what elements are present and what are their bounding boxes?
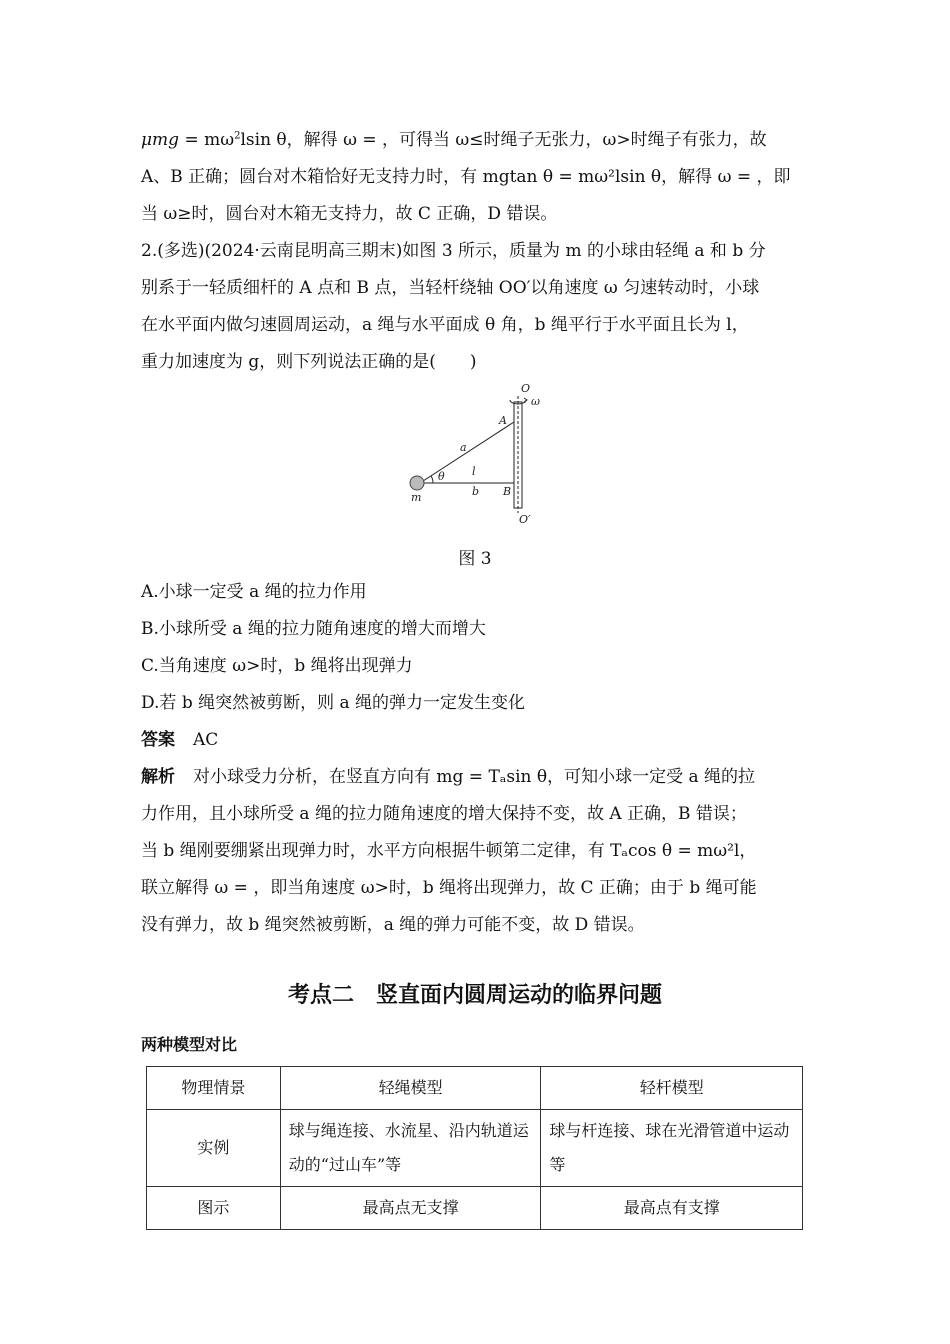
document-body xyxy=(141,122,809,381)
answer-label: 答案 xyxy=(141,730,175,750)
option-a: A.小球一定受 a 绳的拉力作用 xyxy=(141,582,367,602)
label-O-prime: O′ xyxy=(519,513,531,526)
figure-caption: 图 3 xyxy=(458,549,492,569)
rotation-axis xyxy=(510,396,527,513)
theta-arc xyxy=(431,476,433,483)
label-B: B xyxy=(503,485,512,498)
option-d: D.若 b 绳突然被剪断，则 a 绳的弹力一定发生变化 xyxy=(141,693,526,713)
answer-value: AC xyxy=(193,730,219,750)
model-comparison-table xyxy=(146,1066,803,1230)
section-title: 考点二 竖直面内圆周运动的临界问题 xyxy=(287,983,662,1008)
table-cell: 最高点有支撑 xyxy=(541,1187,803,1230)
analysis-line-1: 解析 对小球受力分析，在竖直方向有 mg = Tₐsin θ，可知小球一定受 a 绳的拉 xyxy=(141,767,756,787)
question-line-2: 别系于一轻质细杆的 A 点和 B 点，当轻杆绕轴 OO′以角速度 ω 匀速转动时，小球 xyxy=(141,278,760,298)
solution-line-2: A、B 正确；圆台对木箱恰好无支持力时，有 mgtan θ = mω²lsin θ，解得 ω = ，即 xyxy=(141,167,791,187)
option-c: C.当角速度 ω>时，b 绳将出现弹力 xyxy=(141,656,413,676)
label-O: O xyxy=(521,382,531,395)
table-header-cell: 轻杆模型 xyxy=(541,1067,803,1110)
pendulum-figure xyxy=(400,378,550,528)
solution-line-3: 当 ω≥时，圆台对木箱无支持力，故 C 正确，D 错误。 xyxy=(141,204,558,224)
table-cell: 图示 xyxy=(147,1187,281,1230)
question-line-1: 2.(多选)(2024·云南昆明高三期末)如图 3 所示，质量为 m 的小球由轻绳 a 和 b 分 xyxy=(141,241,766,261)
table-cell: 球与绳连接、水流星、沿内轨道运动的“过山车”等 xyxy=(280,1110,541,1187)
option-b: B.小球所受 a 绳的拉力随角速度的增大而增大 xyxy=(141,619,486,639)
label-A: A xyxy=(499,414,507,427)
solution-line-1: $\mu mg = m\omega^2lsin$ θ，解得 ω = ，可得当 ω≤时绳子无张力，ω>时绳子有张力，故 xyxy=(141,130,767,150)
analysis-line-5: 没有弹力，故 b 绳突然被剪断，a 绳的弹力可能不变，故 D 错误。 xyxy=(141,915,645,935)
label-b: b xyxy=(472,485,480,498)
label-a: a xyxy=(460,441,467,454)
table-cell: 球与杆连接、球在光滑管道中运动等 xyxy=(541,1110,803,1187)
label-l: l xyxy=(472,465,476,478)
analysis-line-3: 当 b 绳刚要绷紧出现弹力时，水平方向根据牛顿第二定律，有 Tₐcos θ = mω²l， xyxy=(141,841,757,861)
ball xyxy=(410,476,424,490)
answer-line xyxy=(141,722,809,759)
question-line-4: 重力加速度为 g，则下列说法正确的是( ) xyxy=(141,352,477,372)
label-theta: θ xyxy=(438,470,445,483)
label-omega: ω xyxy=(531,395,540,408)
table-header-cell: 物理情景 xyxy=(147,1067,281,1110)
rope-a xyxy=(420,422,514,483)
question-line-3: 在水平面内做匀速圆周运动，a 绳与水平面成 θ 角，b 绳平行于水平面且长为 l， xyxy=(141,315,749,335)
label-m: m xyxy=(411,491,422,504)
table-header-cell: 轻绳模型 xyxy=(280,1067,541,1110)
analysis-label: 解析 xyxy=(141,767,175,787)
table-row xyxy=(147,1187,803,1230)
table-cell: 最高点无支撑 xyxy=(280,1187,541,1230)
section-subhead: 两种模型对比 xyxy=(141,1035,238,1054)
table-cell: 实例 xyxy=(147,1110,281,1187)
table-row xyxy=(147,1110,803,1187)
analysis-line-4: 联立解得 ω = ，即当角速度 ω>时，b 绳将出现弹力，故 C 正确；由于 b 绳可能 xyxy=(141,878,757,898)
analysis-line-2: 力作用，且小球所受 a 绳的拉力随角速度的增大保持不变，故 A 正确，B 错误； xyxy=(141,804,747,824)
options-and-analysis xyxy=(141,574,809,944)
table-header-row xyxy=(147,1067,803,1110)
